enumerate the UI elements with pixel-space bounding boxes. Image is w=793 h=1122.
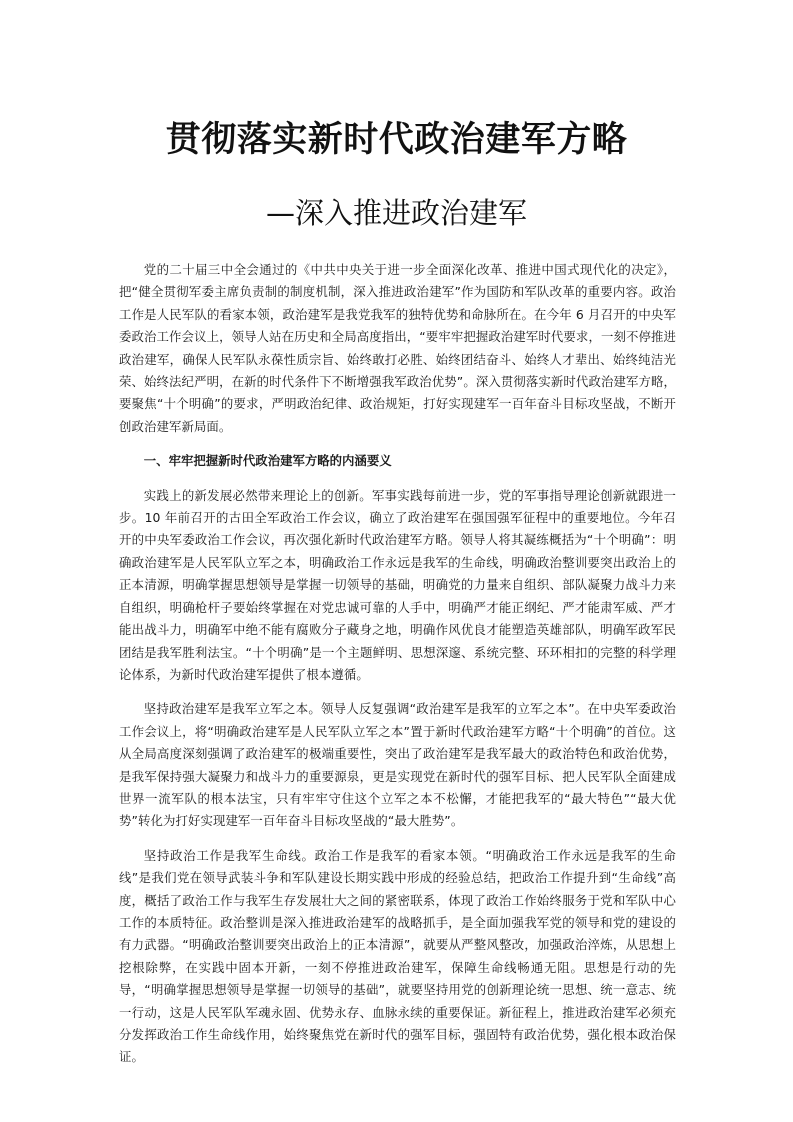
section-paragraph-3: 坚持政治工作是我军生命线。政治工作是我军的看家本领。“明确政治工作永远是我军的生命线”是我们党在领导武装斗争和军队建设长期实践中形成的经验总结，把政治工作提升到“生命线”高度，概括了政治工作与我军生存发展壮大之间的紧密联系，体现了政治工作始终服务于党和军队中心工作的本质特征。政治整训是深入推进政治建军的战略抓手，是全面加强我军党的领导和党的建设的有力武器。“明确政治整训要突出政治上的正本清源”，就要从严整风整改，加强政治淬炼，从思想上挖根除弊，在实践中固本开新，一刻不停推进政治建军，保障生命线畅通无阻。思想是行动的先导，“明确掌握思想领导是掌握一切领导的基础”，就要坚持用党的创新理论统一思想、统一意志、统一行动，这是人民军队军魂永固、优势永存、血脉永续的重要保证。新征程上，推进政治建军必须充分发挥政治工作生命线作用，始终聚焦党在新时代的强军目标，强固特有政治优势，强化根本政治保证。: [119, 847, 676, 1065]
intro-paragraph: 党的二十届三中全会通过的《中共中央关于进一步全面深化改革、推进中国式现代化的决定》，把“健全贯彻军委主席负责制的制度机制，深入推进政治建军”作为国防和军队改革的重要内容。政治工作是人民军队的看家本领，政治建军是我党我军的独特优势和命脉所在。在今年 6 月召开的中央军委政治工作会议上，领导人站在历史和全局高度指出，“要牢牢把握政治建军时代要求，一刻不停推进政治建军，确保人民军队永葆性质宗旨、始终敢打必胜、始终团结奋斗、始终人才辈出、始终纯洁光荣、始终法纪严明，在新的时代条件下不断增强我军政治优势”。深入贯彻落实新时代政治建军方略，要聚焦“十个明确”的要求，严明政治纪律、政治规矩，打好实现建军一百年奋斗目标攻坚战，不断开创政治建军新局面。: [119, 262, 676, 434]
section-paragraph-1: 实践上的新发展必然带来理论上的创新。军事实践每前进一步，党的军事指导理论创新就跟进一步。10 年前召开的古田全军政治工作会议，确立了政治建军在强国强军征程中的重要地位。今年召开的中央军委政治工作会议，再次强化新时代政治建军方略。领导人将其凝练概括为“十个明确”：明确政治建军是人民军队立军之本，明确政治工作永远是我军的生命线，明确政治整训要突出政治上的正本清源，明确掌握思想领导是掌握一切领导的基础，明确党的力量来自组织、部队凝聚力战斗力来自组织，明确枪杆子要始终掌握在对党忠诚可靠的人手中，明确严才能正纲纪、严才能肃军威、严才能出战斗力，明确军中绝不能有腐败分子藏身之地，明确作风优良才能塑造英雄部队，明确军政军民团结是我军胜利法宝。“十个明确”是一个主题鲜明、思想深邃、系统完整、环环相扣的完整的科学理论体系，为新时代政治建军提供了根本遵循。: [119, 487, 676, 682]
section-heading: 一、牢牢把握新时代政治建军方略的内涵要义: [143, 453, 392, 469]
document-subtitle: —深入推进政治建军: [265, 196, 527, 230]
section-paragraph-2: 坚持政治建军是我军立军之本。领导人反复强调“政治建军是我军的立军之本”。在中央军委政治工作会议上，将“明确政治建军是人民军队立军之本”置于新时代政治建军方略“十个明确”的首位。这从全局高度深刻强调了政治建军的极端重要性，突出了政治建军是我军最大的政治特色和政治优势，是我军保持强大凝聚力和战斗力的重要源泉，更是实现党在新时代的强军目标、把人民军队全面建成世界一流军队的根本法宝，只有牢牢守住这个立军之本不松懈，才能把我军的“最大特色”“最大优势”转化为打好实现建军一百年奋斗目标攻坚战的“最大胜势”。: [119, 701, 676, 829]
document-title: 贯彻落实新时代政治建军方略: [165, 120, 628, 160]
document-body: [119, 259, 676, 1081]
